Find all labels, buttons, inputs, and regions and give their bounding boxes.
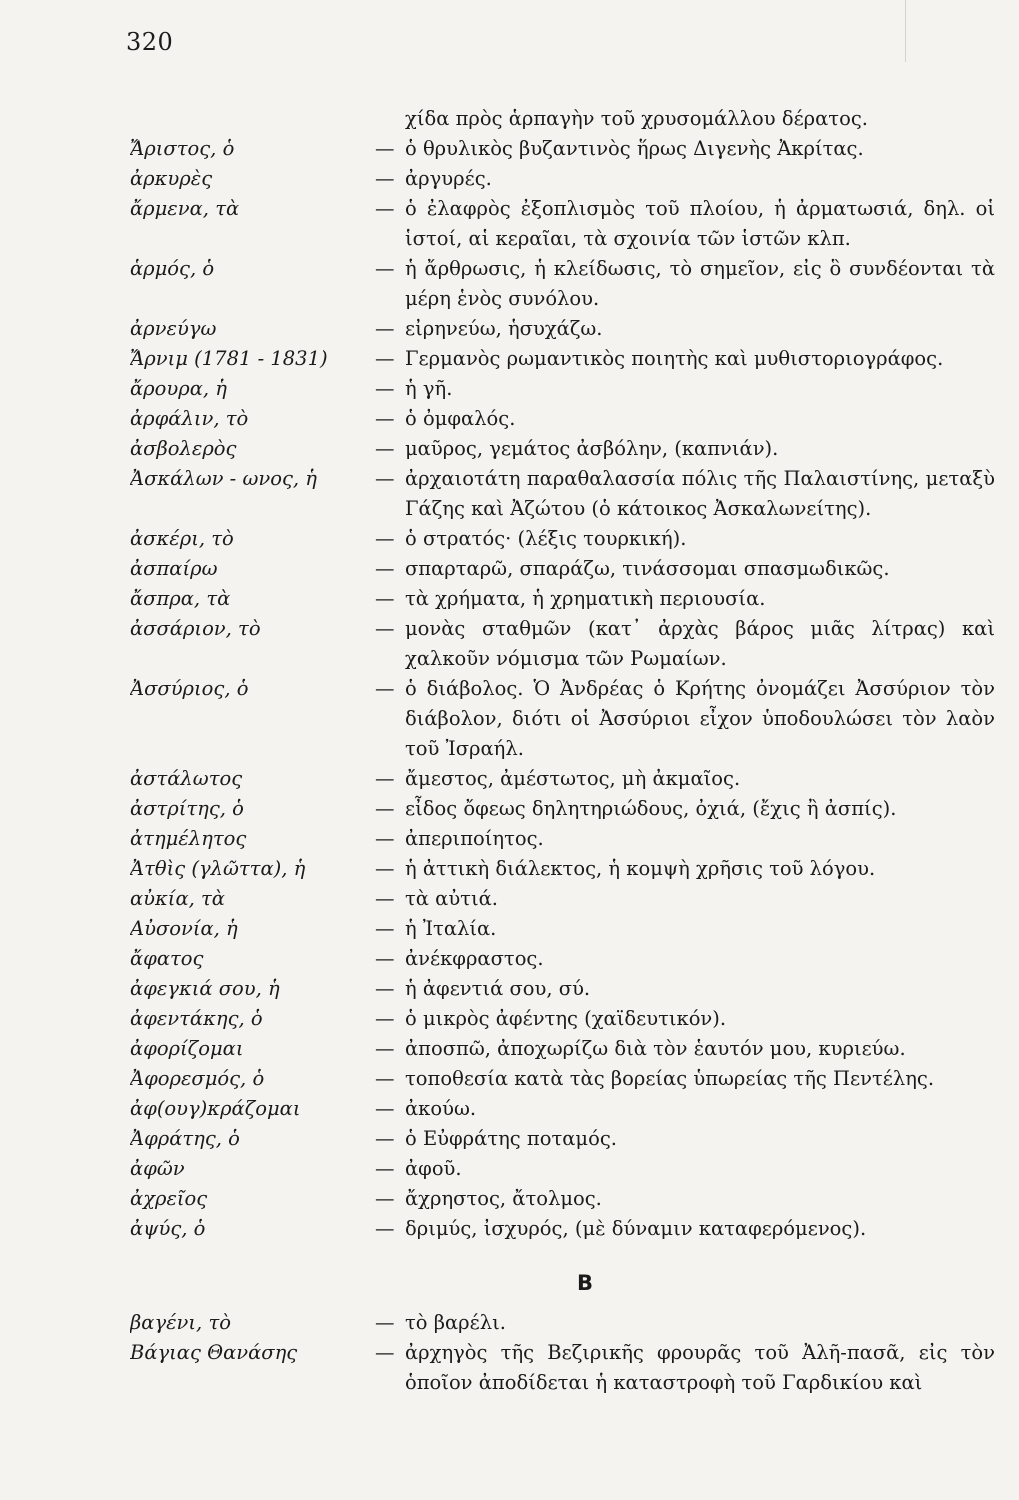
entry-dash: — — [375, 1157, 395, 1180]
glossary-entry — [130, 614, 995, 674]
entry-term: ἀχρεῖος — [130, 1187, 208, 1210]
glossary-entry — [130, 854, 995, 884]
glossary-entry — [130, 764, 995, 794]
entry-term: ἀρκυρὲς — [130, 167, 213, 190]
entry-term: ἀσβολερὸς — [130, 437, 237, 460]
glossary-entry — [130, 434, 995, 464]
entry-term: αὐκία, τὰ — [130, 887, 225, 910]
entry-dash: — — [375, 1311, 395, 1334]
entry-definition: τὰ αὐτιά. — [405, 887, 498, 910]
entry-dash: — — [375, 1097, 395, 1120]
entry-definition: ἡ Ἰταλία. — [405, 917, 497, 940]
entry-term: Ἀσσύριος, ὁ — [130, 677, 249, 700]
entry-dash: — — [375, 197, 395, 220]
glossary-entry — [130, 1124, 995, 1154]
entry-definition: μαῦρος, γεμάτος ἀσβόλην, (καπνιάν). — [405, 437, 779, 460]
entry-definition: ἀρχηγὸς τῆς Βεζιρικῆς φρουρᾶς τοῦ Ἀλῆ-πασᾶ, εἰς τὸν ὁποῖον ἀποδίδεται ἡ καταστροφὴ τοῦ Γαρδικίου καὶ — [405, 1341, 995, 1394]
entry-definition: ἀρχαιοτάτη παραθαλασσία πόλις τῆς Παλαιστίνης, μεταξὺ Γάζης καὶ Ἀζώτου (ὁ κάτοικος Ἀσκαλωνείτης). — [405, 467, 995, 520]
entry-dash: — — [375, 677, 395, 700]
entry-term: ἀρνεύγω — [130, 317, 217, 340]
entry-definition: ἀφοῦ. — [405, 1157, 462, 1180]
entry-term: ἀτημέλητος — [130, 827, 247, 850]
entry-definition: τὸ βαρέλι. — [405, 1311, 506, 1334]
glossary-entry — [130, 1338, 995, 1398]
entry-term: ἀφεγκιά σου, ἡ — [130, 977, 280, 1000]
entry-definition: ὁ ἐλαφρὸς ἐξοπλισμὸς τοῦ πλοίου, ἡ ἀρματωσιά, δηλ. οἱ ἱστοί, αἱ κεραῖαι, τὰ σχοινία τῶν ἱστῶν κλπ. — [405, 197, 995, 250]
glossary-entry — [130, 134, 995, 164]
entry-term: ἀστρίτης, ὁ — [130, 797, 244, 820]
entry-definition: ἄμεστος, ἀμέστωτος, μὴ ἀκμαῖος. — [405, 767, 741, 790]
entry-term: Βάγιας Θανάσης — [130, 1341, 298, 1364]
glossary-entry — [130, 1004, 995, 1034]
glossary-entry — [130, 194, 995, 254]
entry-dash: — — [375, 1341, 395, 1364]
entry-definition: ὁ διάβολος. Ὁ Ἀνδρέας ὁ Κρήτης ὀνομάζει Ἀσσύριον τὸν διάβολον, διότι οἱ Ἀσσύριοι εἶχον ὑποδουλώσει τὸν λαὸν τοῦ Ἰσραήλ. — [405, 677, 995, 760]
entry-dash: — — [375, 257, 395, 280]
entry-term: ἄσπρα, τὰ — [130, 587, 231, 610]
entry-dash: — — [375, 1067, 395, 1090]
glossary-entry — [130, 404, 995, 434]
entry-dash: — — [375, 317, 395, 340]
entry-definition: ἡ ἄρθρωσις, ἡ κλείδωσις, τὸ σημεῖον, εἰς ὃ συνδέονται τὰ μέρη ἑνὸς συνόλου. — [405, 257, 995, 310]
entry-dash: — — [375, 587, 395, 610]
entry-definition: ἀργυρές. — [405, 167, 492, 190]
glossary-entry — [130, 914, 995, 944]
glossary-entry — [130, 1214, 995, 1244]
entry-definition: ἀκούω. — [405, 1097, 477, 1120]
entry-term: Ἀφράτης, ὁ — [130, 1127, 240, 1150]
entry-term: ἁρμός, ὁ — [130, 257, 215, 280]
entry-term: ἀφῶν — [130, 1157, 185, 1180]
glossary-entry — [130, 344, 995, 374]
entry-term: Αὐσονία, ἡ — [130, 917, 238, 940]
entry-dash: — — [375, 917, 395, 940]
glossary-entry — [130, 674, 995, 764]
entry-definition: ὁ στρατός· (λέξις τουρκική). — [405, 527, 687, 550]
entry-term: ἀψύς, ὁ — [130, 1217, 206, 1240]
entry-dash: — — [375, 1127, 395, 1150]
entry-dash: — — [375, 437, 395, 460]
entry-dash: — — [375, 527, 395, 550]
entry-dash: — — [375, 827, 395, 850]
entry-dash: — — [375, 377, 395, 400]
glossary-entry — [130, 584, 995, 614]
entry-dash: — — [375, 347, 395, 370]
entry-term: ἄρμενα, τὰ — [130, 197, 240, 220]
entry-dash: — — [375, 467, 395, 490]
entry-definition: ἡ γῆ. — [405, 377, 453, 400]
page-edge-line — [905, 0, 906, 62]
entry-term: Ἄριστος, ὁ — [130, 137, 235, 160]
entry-definition: σπαρταρῶ, σπαράζω, τινάσσομαι σπασμωδικῶς. — [405, 557, 890, 580]
glossary-entry — [130, 1034, 995, 1064]
entry-term: ἀστάλωτος — [130, 767, 243, 790]
glossary-entry — [130, 1154, 995, 1184]
entry-term: Ἀφορεσμός, ὁ — [130, 1067, 265, 1090]
entry-term: ἀσσάριον, τὸ — [130, 617, 261, 640]
glossary-entry — [130, 1308, 995, 1338]
entry-term: Ἀσκάλων - ωνος, ἡ — [130, 467, 317, 490]
entry-dash: — — [375, 797, 395, 820]
entry-definition: ἀνέκφραστος. — [405, 947, 544, 970]
glossary-entry — [130, 464, 995, 524]
glossary-entry — [130, 884, 995, 914]
entry-dash: — — [375, 407, 395, 430]
page-number: 320 — [126, 28, 174, 56]
glossary-entry — [130, 164, 995, 194]
entry-dash: — — [375, 767, 395, 790]
entry-dash: — — [375, 857, 395, 880]
continuation-line — [130, 104, 995, 134]
entry-definition: ἡ ἀττικὴ διάλεκτος, ἡ κομψὴ χρῆσις τοῦ λόγου. — [405, 857, 876, 880]
glossary-entry — [130, 254, 995, 314]
section-heading-b: Β — [576, 1271, 593, 1295]
entry-dash: — — [375, 887, 395, 910]
entry-definition: εἶδος ὄφεως δηλητηριώδους, ὀχιά, (ἔχις ἢ ἀσπίς). — [405, 797, 897, 820]
entries-section-a — [130, 134, 995, 1244]
definition-text: χίδα πρὸς ἁρπαγὴν τοῦ χρυσομάλλου δέρατος. — [405, 107, 868, 130]
entry-term: ἀρφάλιν, τὸ — [130, 407, 249, 430]
glossary-entry — [130, 554, 995, 584]
entry-dash: — — [375, 137, 395, 160]
entry-definition: εἰρηνεύω, ἡσυχάζω. — [405, 317, 603, 340]
entry-term: βαγένι, τὸ — [130, 1311, 231, 1334]
entry-definition: ὁ Εὐφράτης ποταμός. — [405, 1127, 617, 1150]
entry-dash: — — [375, 617, 395, 640]
entry-definition: μονὰς σταθμῶν (κατ᾽ ἀρχὰς βάρος μιᾶς λίτρας) καὶ χαλκοῦν νόμισμα τῶν Ρωμαίων. — [405, 617, 995, 670]
entry-definition: Γερμανὸς ρωμαντικὸς ποιητὴς καὶ μυθιστοριογράφος. — [405, 347, 944, 370]
entry-definition: ἡ ἀφεντιά σου, σύ. — [405, 977, 591, 1000]
entry-term: ἀφορίζομαι — [130, 1037, 244, 1060]
entry-dash: — — [375, 977, 395, 1000]
entry-definition: ἀποσπῶ, ἀποχωρίζω διὰ τὸν ἑαυτόν μου, κυριεύω. — [405, 1037, 906, 1060]
entry-definition: ἀπεριποίητος. — [405, 827, 544, 850]
entry-definition: ἄχρηστος, ἄτολμος. — [405, 1187, 602, 1210]
entry-term: ἀφεντάκης, ὁ — [130, 1007, 263, 1030]
entry-dash: — — [375, 1007, 395, 1030]
glossary-entry — [130, 1184, 995, 1214]
entries-section-b — [130, 1308, 995, 1398]
entry-term: ἀφ(ουγ)κράζομαι — [130, 1097, 301, 1120]
entry-dash: — — [375, 947, 395, 970]
entry-definition: τὰ χρήματα, ἡ χρηματικὴ περιουσία. — [405, 587, 766, 610]
glossary-entry — [130, 374, 995, 404]
glossary-entry — [130, 824, 995, 854]
entry-definition: ὁ μικρὸς ἀφέντης (χαϊδευτικόν). — [405, 1007, 727, 1030]
glossary-entry — [130, 974, 995, 1004]
entry-definition: ὁ θρυλικὸς βυζαντινὸς ἥρως Διγενὴς Ἀκρίτας. — [405, 137, 864, 160]
entry-term: ἀσπαίρω — [130, 557, 218, 580]
entry-dash: — — [375, 1217, 395, 1240]
glossary-entry — [130, 1094, 995, 1124]
glossary-entry — [130, 314, 995, 344]
entry-term: ἀσκέρι, τὸ — [130, 527, 234, 550]
entry-term: Ἄρνιμ (1781 - 1831) — [130, 347, 328, 370]
entry-term: ἄρουρα, ἡ — [130, 377, 227, 400]
entry-term: Ἀτθὶς (γλῶττα), ἡ — [130, 857, 306, 880]
entry-term: ἄφατος — [130, 947, 204, 970]
glossary-entry — [130, 524, 995, 554]
glossary-entry — [130, 944, 995, 974]
glossary-entry — [130, 1064, 995, 1094]
entry-dash: — — [375, 167, 395, 190]
entry-dash: — — [375, 557, 395, 580]
entry-dash: — — [375, 1187, 395, 1210]
entry-dash: — — [375, 1037, 395, 1060]
entry-definition: δριμύς, ἰσχυρός, (μὲ δύναμιν καταφερόμενος). — [405, 1217, 867, 1240]
glossary-entry — [130, 794, 995, 824]
entry-definition: ὁ ὀμφαλός. — [405, 407, 516, 430]
entry-definition: τοποθεσία κατὰ τὰς βορείας ὑπωρείας τῆς Πεντέλης. — [405, 1067, 935, 1090]
glossary — [130, 104, 995, 1398]
